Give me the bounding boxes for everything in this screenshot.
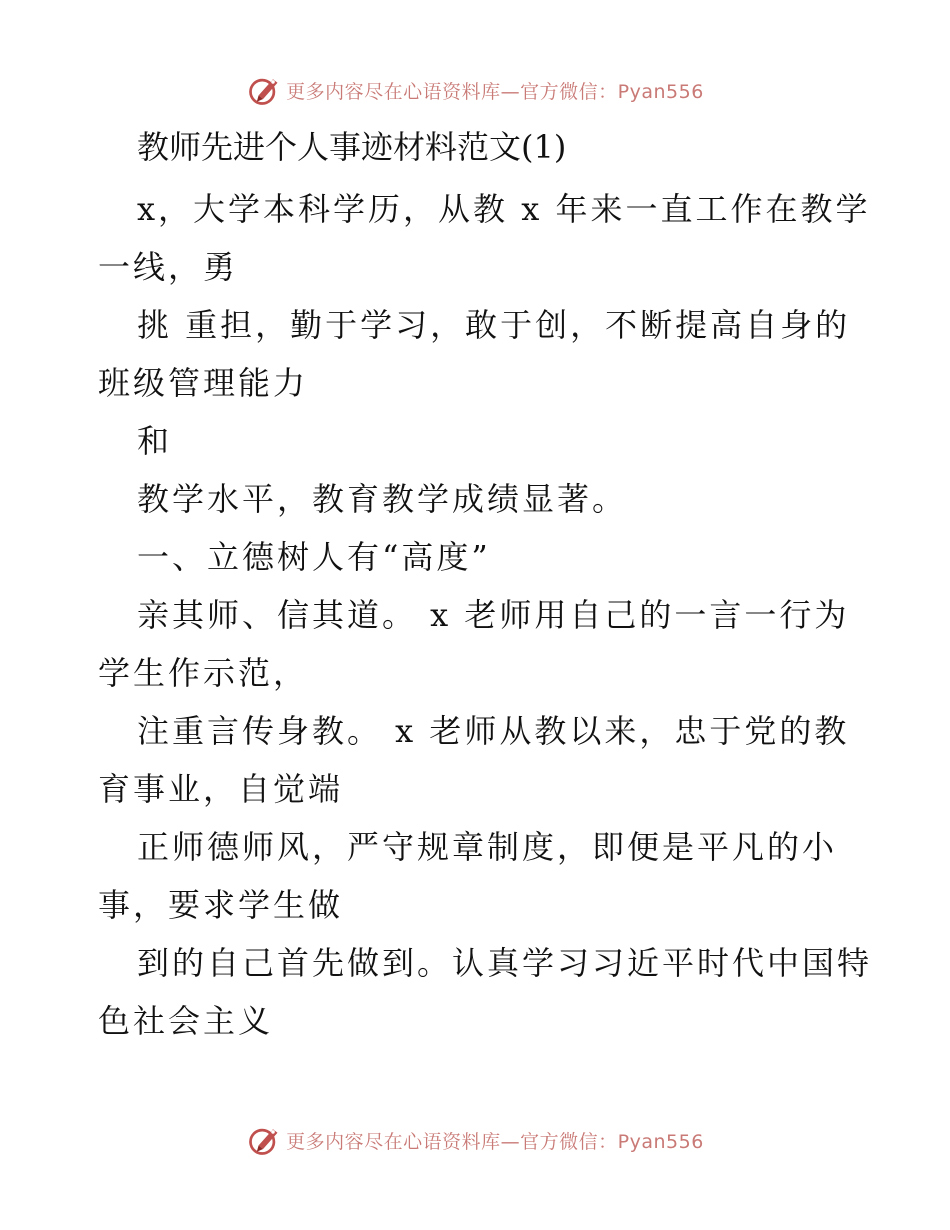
paragraph-line: 一线，勇: [98, 248, 239, 286]
paragraph-7: [98, 818, 858, 934]
header-watermark: [0, 70, 950, 110]
paragraph-1: [98, 180, 871, 296]
paragraph-line: 色社会主义: [98, 1002, 274, 1040]
pen-nib-logo-icon: [246, 72, 282, 108]
paragraph-line: 班级管理能力: [98, 364, 309, 402]
paragraph-line: x，大学本科学历，从教 x 年来一直工作在教学: [137, 190, 871, 228]
paragraph-line: 教学水平，教育教学成绩显著。: [137, 480, 628, 518]
paragraph-line: 到的自己首先做到。认真学习习近平时代中国特: [137, 944, 873, 982]
document-title: 教师先进个人事迹材料范文(1): [137, 128, 567, 166]
document-body: [98, 180, 873, 1050]
paragraph-4: [98, 470, 858, 528]
paragraph-6: [98, 702, 858, 818]
paragraph-line: 挑 重担，勤于学习，敢于创，不断提高自身的: [137, 306, 851, 344]
paragraph-line: 育事业，自觉端: [98, 770, 344, 808]
paragraph-3: [98, 412, 858, 470]
paragraph-5: [98, 586, 858, 702]
section-heading-1: [98, 528, 858, 586]
footer-watermark: [0, 1120, 950, 1160]
paragraph-line: 事，要求学生做: [98, 886, 344, 924]
pen-nib-logo-icon: [246, 1122, 282, 1158]
paragraph-8: [98, 934, 873, 1050]
watermark-text: 更多内容尽在心语资料库—官方微信：Pyan556: [286, 80, 704, 103]
paragraph-line: 亲其师、信其道。 x 老师用自己的一言一行为: [137, 596, 850, 634]
watermark-text: 更多内容尽在心语资料库—官方微信：Pyan556: [286, 1130, 704, 1153]
paragraph-line: 和: [137, 422, 173, 460]
paragraph-line: 注重言传身教。 x 老师从教以来，忠于党的教: [137, 712, 850, 750]
paragraph-line: 学生作示范，: [98, 654, 309, 692]
paragraph-2: [98, 296, 858, 412]
paragraph-line: 正师德师风，严守规章制度，即便是平凡的小: [137, 828, 838, 866]
paragraph-line: 一、立德树人有“高度”: [137, 538, 491, 576]
